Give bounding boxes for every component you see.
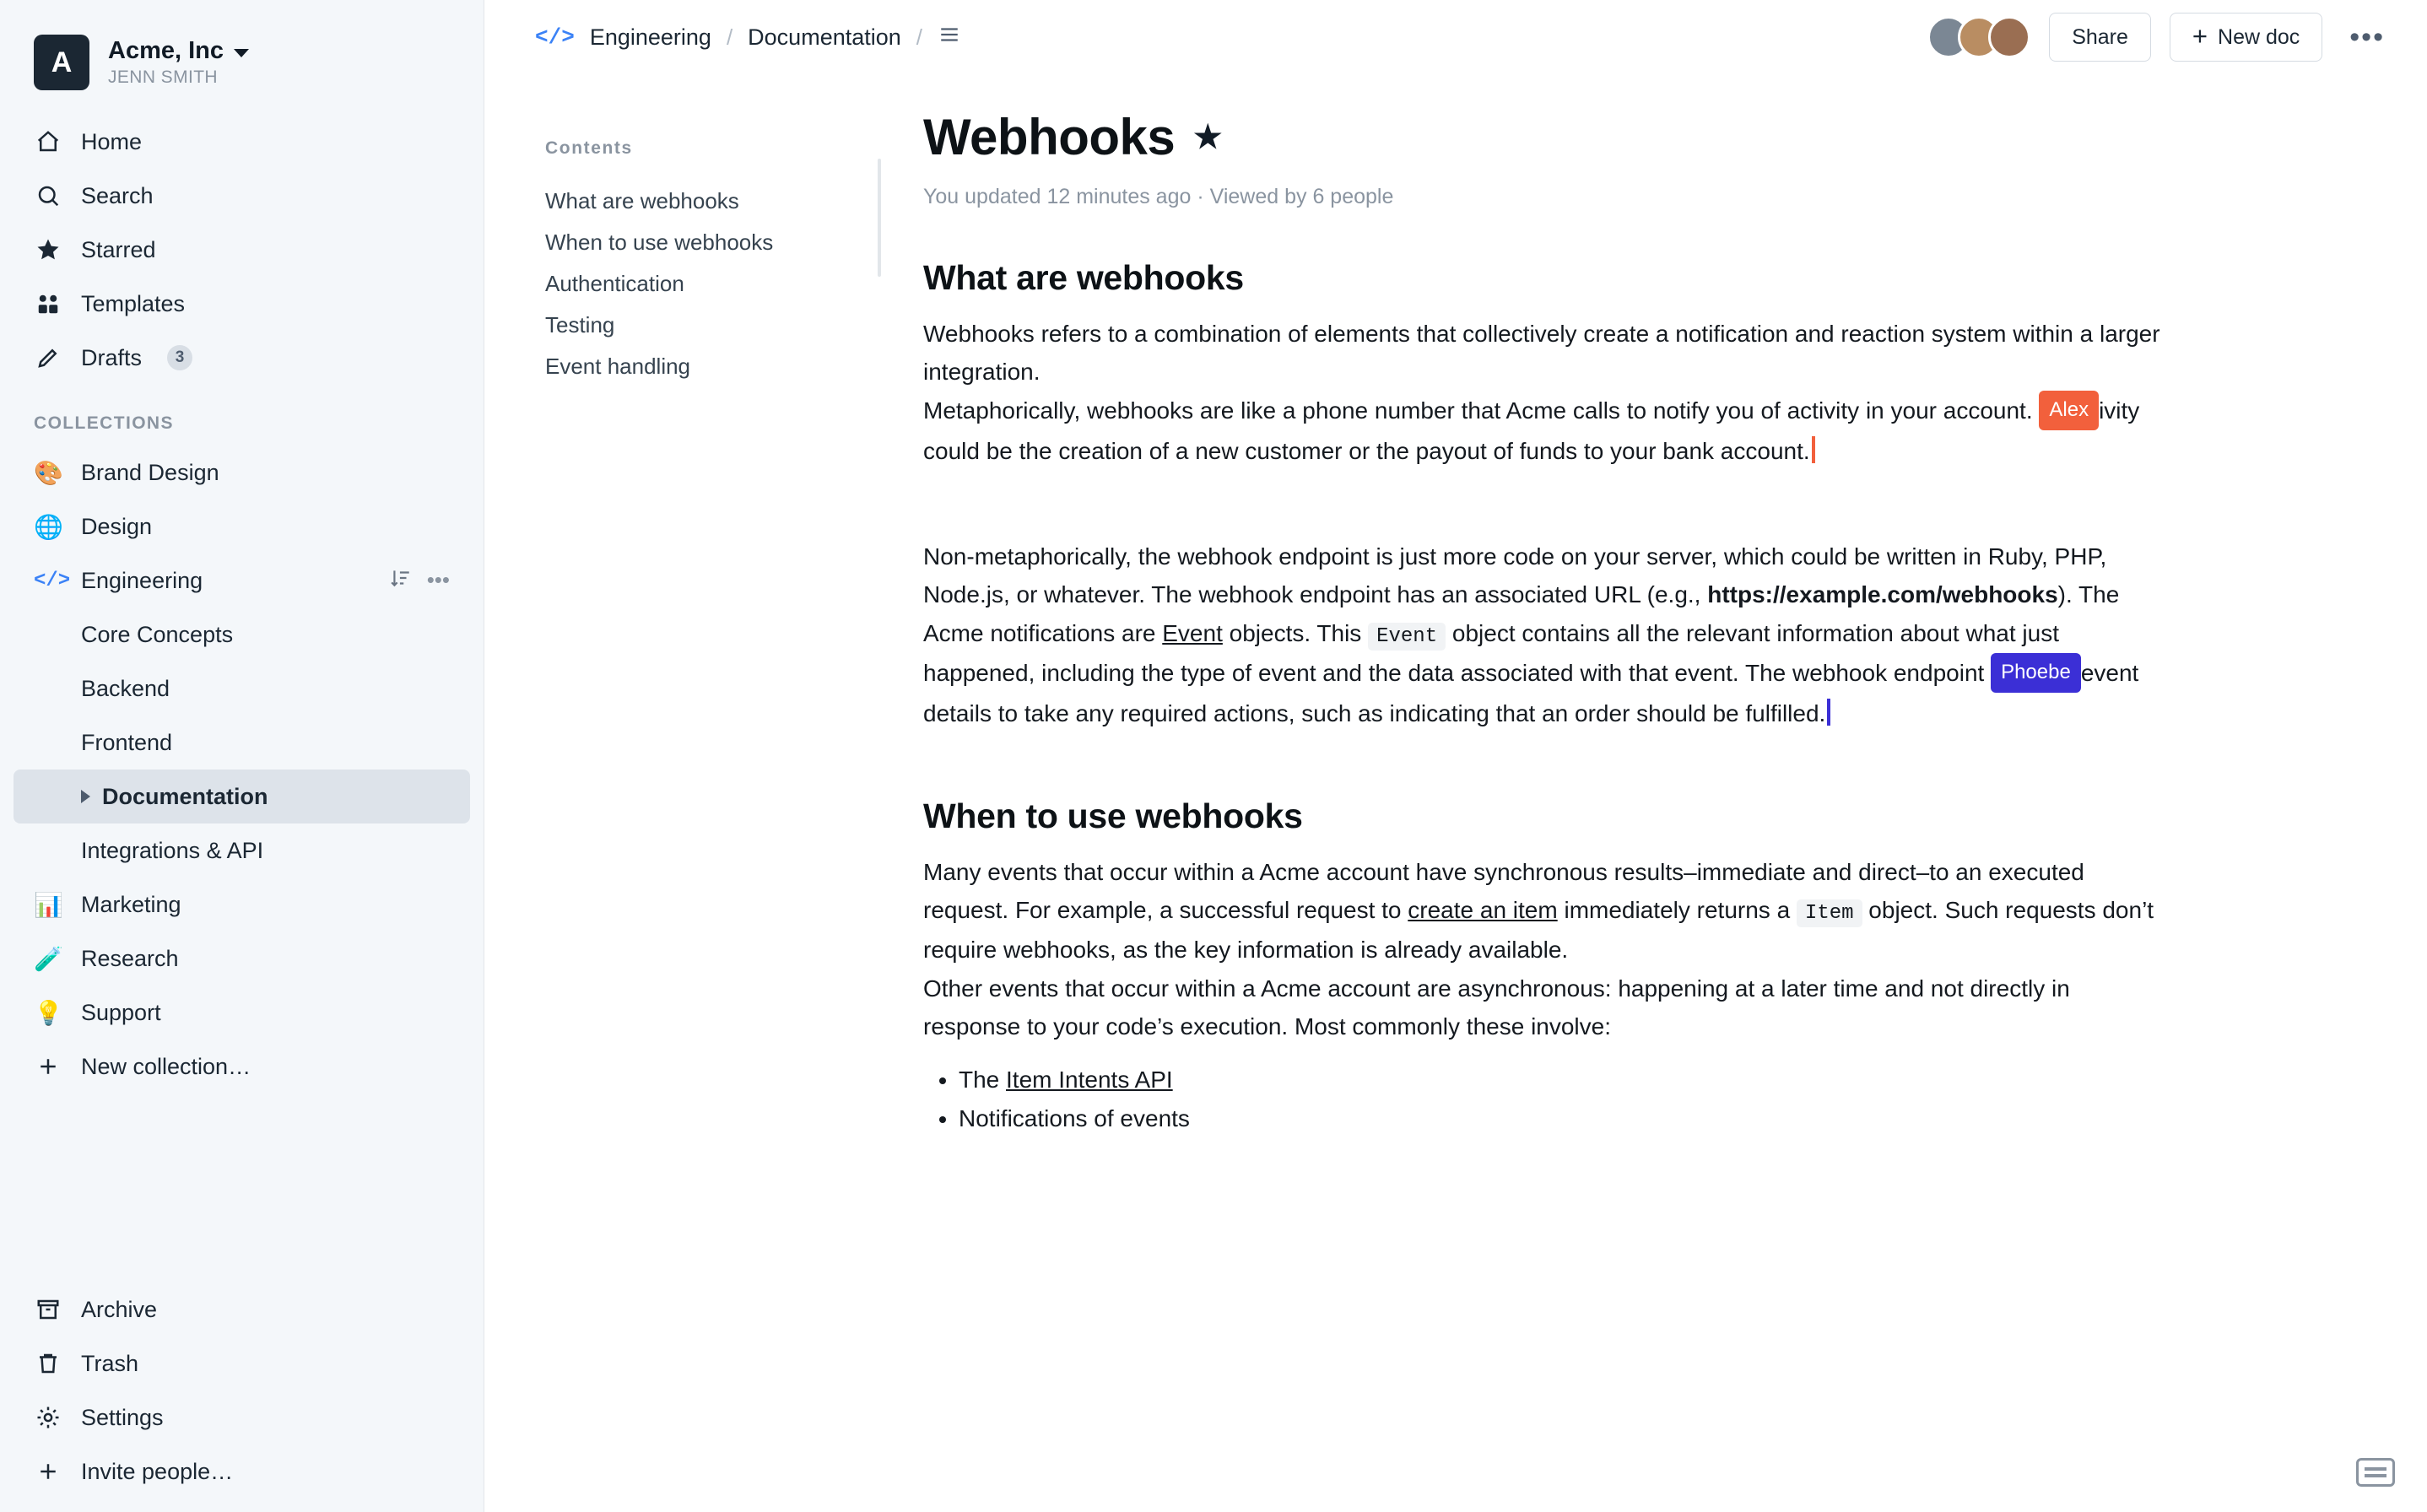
document-meta: You updated 12 minutes ago · Viewed by 6 people	[923, 185, 1394, 208]
share-label: Share	[2072, 24, 2128, 49]
share-button[interactable]	[2049, 13, 2151, 62]
sidebar-item-frontend[interactable]	[0, 716, 484, 770]
collection-label: Brand Design	[81, 459, 219, 485]
toc-scroll-rail	[878, 159, 881, 277]
main-content	[484, 0, 2427, 1512]
sidebar-item-core-concepts[interactable]	[0, 608, 484, 662]
workspace-name: Acme, Inc	[108, 37, 224, 64]
collection-label: Support	[81, 999, 161, 1025]
paragraph-metaphor	[923, 392, 2172, 470]
home-icon	[34, 129, 62, 154]
list-item	[959, 1061, 2172, 1099]
paragraph-metaphor-part1: Metaphorically, webhooks are like a phone number that Acme calls to notify you of activity in your account.	[923, 397, 2040, 424]
sidebar-bottom-nav	[0, 1282, 484, 1498]
document-title-text: Webhooks	[923, 109, 1176, 165]
invite-people-button[interactable]	[0, 1444, 484, 1498]
event-link[interactable]: Event	[1162, 619, 1223, 646]
collab-caret-alex	[1812, 436, 1815, 463]
toc-item-testing[interactable]: Testing	[545, 312, 615, 338]
s2-part-c: object. Such requests don’t require webhooks, as the key information is already available.	[923, 897, 2154, 964]
toc-item-authentication[interactable]: Authentication	[545, 271, 684, 296]
collab-caret-phoebe	[1827, 699, 1830, 726]
create-an-item-link[interactable]: create an item	[1408, 897, 1558, 924]
contents-heading: Contents	[545, 138, 633, 158]
page-title	[923, 108, 2172, 166]
sidebar-item-search[interactable]	[0, 169, 484, 223]
gear-icon	[34, 1405, 62, 1430]
new-doc-label: New doc	[2218, 24, 2300, 49]
s2-part-a: Many events that occur within a Acme account have synchronous results–immediate and direct–to an executed request. For example, a successful request to	[923, 859, 2084, 924]
sidebar-item-label: Trash	[81, 1350, 139, 1376]
collection-marketing[interactable]	[0, 878, 484, 932]
p3-part-e: event details to take any required actions, such as indicating that an order should be fulfilled.	[923, 659, 2139, 726]
document-body[interactable]	[923, 108, 2240, 1137]
new-collection-button[interactable]	[0, 1040, 484, 1094]
collection-design[interactable]	[0, 500, 484, 554]
toc-item-event-handling[interactable]: Event handling	[545, 354, 691, 379]
sidebar-item-label: Templates	[81, 290, 186, 316]
example-webhook-url[interactable]: https://example.com/webhooks	[1707, 581, 2058, 608]
breadcrumb-document[interactable]: Documentation	[748, 24, 901, 50]
workspace-user: JENN SMITH	[108, 68, 218, 87]
pencil-icon	[34, 345, 62, 370]
sidebar-item-integrations-api[interactable]	[0, 824, 484, 878]
workspace-switcher[interactable]	[0, 25, 484, 93]
toc-item-what-are-webhooks[interactable]: What are webhooks	[545, 188, 739, 213]
drafts-count-badge: 3	[167, 345, 192, 370]
collections-heading: COLLECTIONS	[34, 413, 174, 433]
sidebar-item-label: Invite people…	[81, 1458, 234, 1484]
collab-cursor-alex: Alex	[2039, 391, 2099, 430]
paragraph-sync-events	[923, 853, 2172, 969]
workspace-avatar: A	[34, 35, 89, 90]
keyboard-shortcuts-icon[interactable]	[2356, 1458, 2395, 1487]
paragraph-metaphor-part2: ivity could be the creation of a new customer or the payout of funds to your bank account.	[923, 397, 2140, 464]
primary-nav	[0, 115, 484, 385]
collection-label: Marketing	[81, 891, 181, 917]
new-collection-label: New collection…	[81, 1053, 251, 1079]
collection-research[interactable]	[0, 932, 484, 986]
collection-support[interactable]	[0, 986, 484, 1040]
list-item	[959, 1099, 2172, 1137]
topbar	[484, 0, 2427, 74]
collection-brand-design[interactable]	[0, 446, 484, 500]
sidebar-item-settings[interactable]	[0, 1390, 484, 1444]
chart-icon: 📊	[34, 891, 63, 918]
templates-icon	[34, 291, 62, 316]
async-events-list	[923, 1061, 2172, 1137]
sidebar-item-label: Home	[81, 128, 143, 154]
globe-icon: 🌐	[34, 513, 63, 540]
breadcrumb-separator: /	[916, 24, 923, 50]
collections-list	[0, 446, 484, 1094]
code-icon: </>	[535, 24, 575, 50]
collection-label: Design	[81, 513, 153, 539]
inline-code-event: Event	[1368, 623, 1446, 651]
new-doc-button[interactable]	[2170, 13, 2322, 62]
plus-icon	[34, 1459, 62, 1484]
engineering-children	[0, 608, 484, 878]
sub-item-label: Backend	[81, 675, 170, 701]
table-of-contents	[484, 108, 923, 1137]
breadcrumb-separator: /	[726, 24, 733, 50]
collection-engineering[interactable]	[0, 554, 484, 608]
sub-item-label: Core Concepts	[81, 621, 234, 647]
sub-item-label: Frontend	[81, 729, 173, 755]
p3-part-a: Non-metaphorically, the webhook endpoint is just more code on your server, which could be written in Ruby, PHP, Node.js, or whatever. The webhook endpoint has an associated URL (e.g.,	[923, 543, 2107, 608]
list-item-prefix: The	[959, 1066, 1007, 1094]
item-intents-api-link[interactable]: Item Intents API	[1006, 1066, 1173, 1094]
collab-cursor-phoebe: Phoebe	[1991, 653, 2081, 693]
search-icon	[34, 183, 62, 208]
trash-icon	[34, 1351, 62, 1376]
star-filled-icon[interactable]: ★	[1193, 120, 1222, 155]
sidebar-item-templates[interactable]	[0, 277, 484, 331]
paragraph-webhooks-definition: Webhooks refers to a combination of elements that collectively create a notification and reaction system within a larger integration.	[923, 321, 2160, 386]
paragraph-non-metaphorical	[923, 537, 2172, 732]
sidebar-item-trash[interactable]	[0, 1336, 484, 1390]
s2-part-b: immediately returns a	[1557, 897, 1797, 924]
sub-item-label: Documentation	[102, 783, 268, 809]
p3-part-b: ). The Acme notifications are	[923, 581, 2120, 646]
p3-part-c: objects. This	[1222, 619, 1369, 646]
list-item-prefix: Notifications of events	[959, 1104, 1190, 1131]
plus-icon: +	[2192, 21, 2208, 51]
plus-icon	[34, 1054, 62, 1079]
sidebar-item-label: Starred	[81, 236, 156, 262]
breadcrumb-collection[interactable]: Engineering	[589, 24, 711, 50]
sidebar-item-label: Drafts	[81, 344, 143, 370]
flask-icon: 🧪	[34, 945, 63, 972]
sort-icon[interactable]	[390, 567, 412, 595]
sidebar-item-drafts[interactable]	[0, 331, 484, 385]
sidebar-item-documentation[interactable]	[14, 770, 470, 824]
sidebar-item-label: Settings	[81, 1404, 164, 1430]
chevron-right-icon[interactable]	[81, 790, 90, 803]
collection-label: Research	[81, 945, 179, 971]
lightbulb-icon: 💡	[34, 999, 63, 1026]
breadcrumb	[535, 24, 961, 51]
collection-label: Engineering	[81, 567, 203, 593]
sidebar-item-label: Archive	[81, 1296, 158, 1322]
star-icon	[34, 237, 62, 262]
p3-part-d: object contains all the relevant information about what just happened, including the type of event and the data associated with that event. The webhook endpoint	[923, 619, 2059, 686]
avatar[interactable]	[1988, 16, 2030, 58]
sidebar	[0, 0, 484, 1512]
archive-icon	[34, 1297, 62, 1322]
collaborator-avatars	[1927, 16, 2030, 58]
section-heading-what-are-webhooks: What are webhooks	[923, 258, 1244, 297]
section-heading-when-to-use-webhooks: When to use webhooks	[923, 796, 1303, 836]
sidebar-item-archive[interactable]	[0, 1282, 484, 1336]
paragraph-async-events: Other events that occur within a Acme account are asynchronous: happening at a later time and not directly in response to your code’s execution. Most commonly these involve:	[923, 975, 2070, 1040]
sidebar-item-starred[interactable]	[0, 223, 484, 277]
sub-item-label: Integrations & API	[81, 837, 264, 863]
sidebar-item-label: Search	[81, 182, 154, 208]
code-icon: </>	[34, 569, 71, 592]
chevron-down-icon[interactable]	[234, 49, 249, 57]
inline-code-item: Item	[1797, 899, 1862, 927]
sidebar-item-backend[interactable]	[0, 662, 484, 716]
sidebar-item-home[interactable]	[0, 115, 484, 169]
menu-icon[interactable]	[938, 24, 961, 51]
palette-icon: 🎨	[34, 459, 63, 486]
more-options-icon[interactable]: •••	[2349, 20, 2385, 53]
more-icon[interactable]: •••	[426, 566, 450, 592]
toc-item-when-to-use-webhooks[interactable]: When to use webhooks	[545, 230, 774, 255]
